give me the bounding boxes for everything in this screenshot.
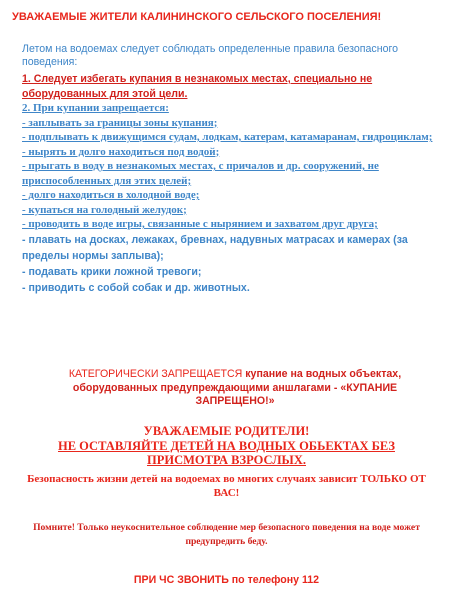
prohibition-item: - нырять и долго находиться под водой; [22,145,220,158]
emergency-phone: ПРИ ЧС ЗВОНИТЬ по телефону 112 [133,574,320,586]
prohibition-list [22,101,442,296]
rule-2-heading: 2. При купании запрещается: [22,102,169,114]
categorical-ban [40,368,430,409]
parents-subtitle: НЕ ОСТАВЛЯЙТЕ ДЕТЕЙ НА ВОДНЫХ ОБЬЕКТАХ БЕЗ ПРИСМОТРА ВЗРОСЛЫХ. [58,438,395,467]
remember-note: Помните! Только неукоснительное соблюдение мер безопасного поведения на воде может предупредить беду. [33,522,420,547]
intro-text: Летом на водоемах следует соблюдать определенные правила безопасного поведения: [22,43,398,68]
prohibition-item: - подавать крики ложной тревоги; [22,265,202,278]
categorical-ban-lead: КАТЕГОРИЧЕСКИ ЗАПРЕЩАЕТСЯ [68,368,243,380]
prohibition-item: - приводить с собой собак и др. животных. [22,281,250,294]
prohibition-item: - купаться на голодный желудок; [22,203,187,216]
safety-note: Безопасность жизни детей на водоемах во многих случаях зависит ТОЛЬКО ОТ ВАС! [27,473,426,499]
parents-title: УВАЖАЕМЫЕ РОДИТЕЛИ! [143,424,310,438]
parents-appeal [20,424,433,468]
categorical-ban-text: купание на водных объектах, оборудованных предупреждающими аншлагами - «КУПАНИЕ ЗАПРЕЩЕНО!» [72,368,402,407]
prohibition-item: - прыгать в воду в незнакомых местах, с причалов и др. сооружений, не приспособленных для этих целей; [22,160,379,187]
prohibition-item: - заплывать за границы зоны купания; [22,116,218,129]
notice-header: УВАЖАЕМЫЕ ЖИТЕЛИ КАЛИНИНСКОГО СЕЛЬСКОГО ПОСЕЛЕНИЯ! [12,11,382,23]
prohibition-item: - подплывать к движущимся судам, лодкам, катерам, катамаранам, гидроциклам; [22,131,433,143]
prohibition-item: - долго находиться в холодной воде; [22,189,200,201]
prohibition-item: - плавать на досках, лежаках, бревнах, надувных матрасах и камерах (за пределы нормы заплыва); [22,233,408,262]
prohibition-item: - проводить в воде игры, связанные с нырянием и захватом друг друга; [22,218,378,230]
rule-1: 1. Следует избегать купания в незнакомых местах, специально не оборудованных для этой цели. [22,73,373,100]
